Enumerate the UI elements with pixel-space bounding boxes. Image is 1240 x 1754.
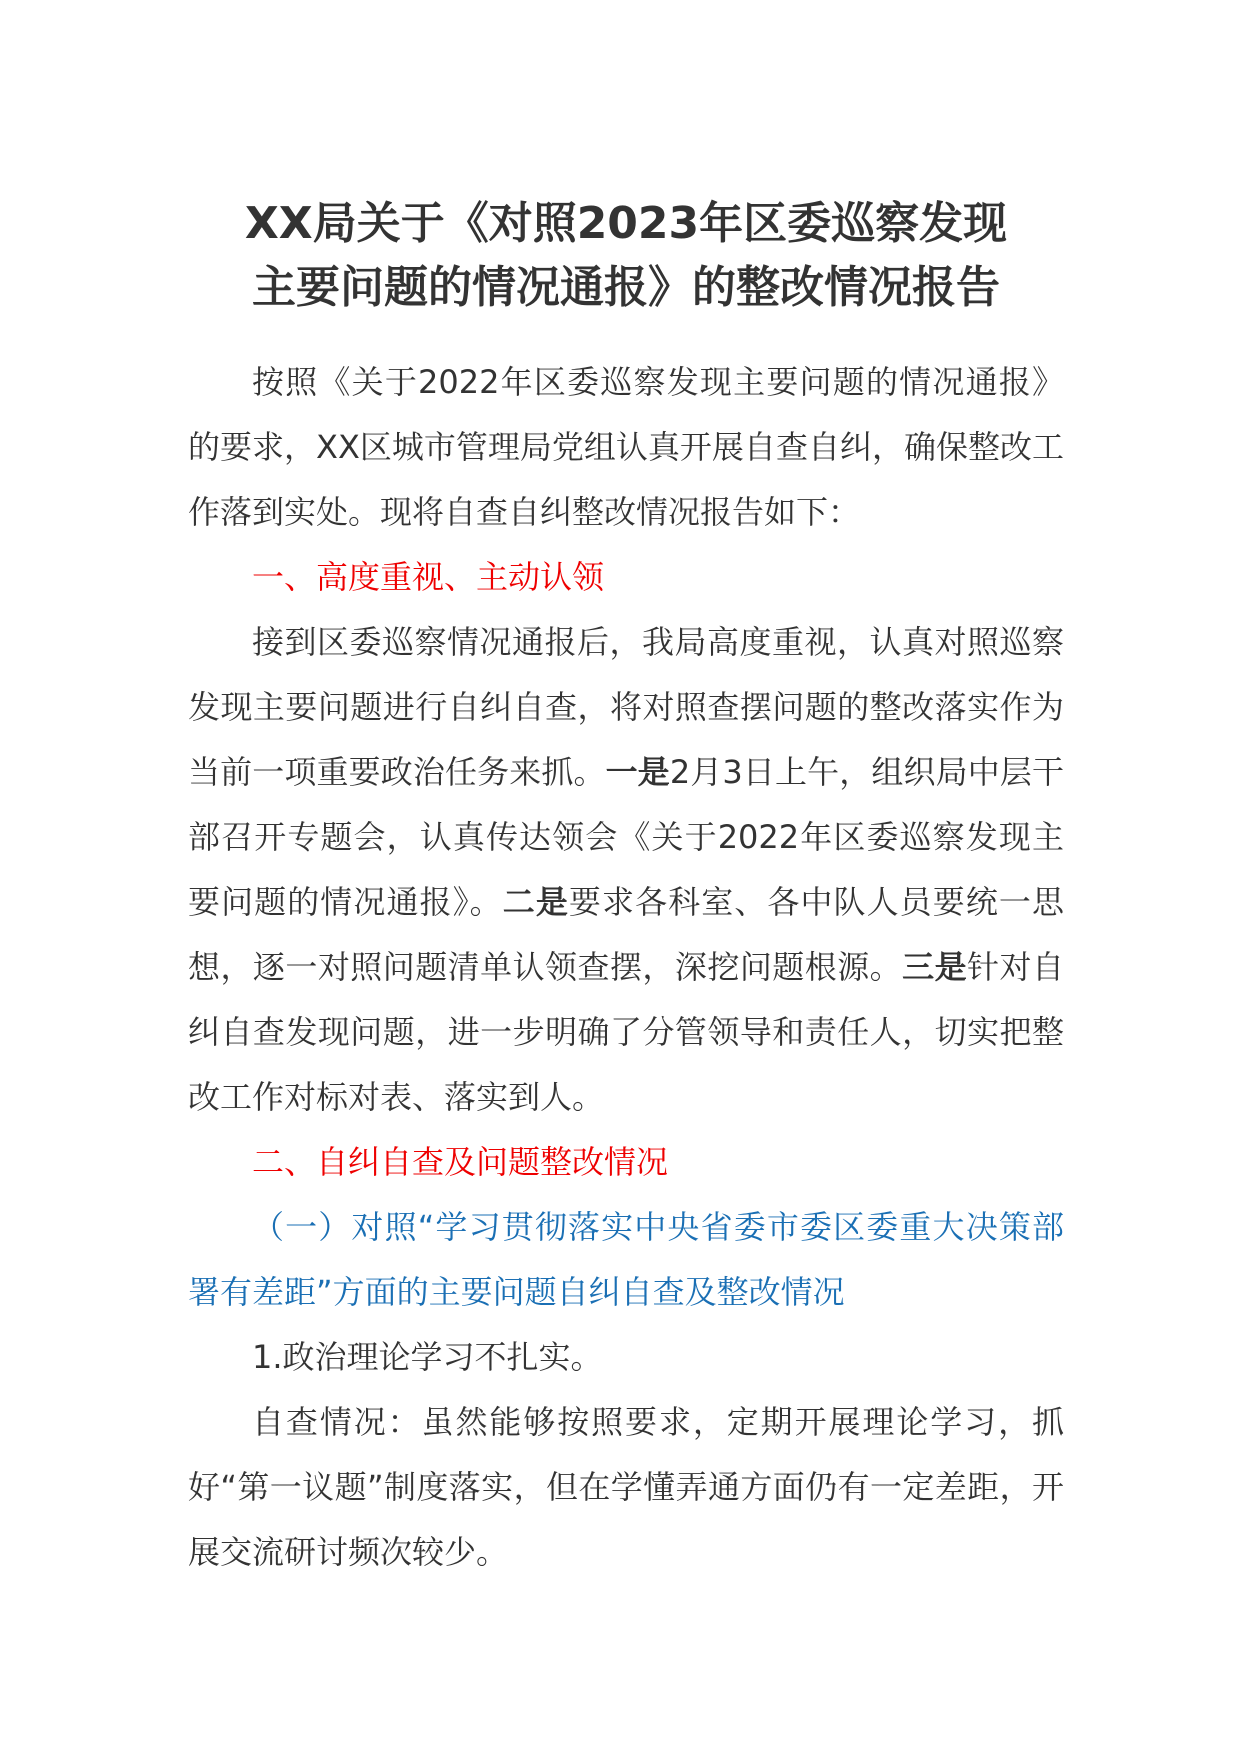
document-title	[188, 192, 1064, 320]
section-1-text-d: 针对自纠自查发现问题，进一步明确了分管领导和责任人，切实把整改工作对标对表、落实到人。	[188, 948, 1064, 1116]
title-line-2: 主要问题的情况通报》的整改情况报告	[252, 262, 1000, 313]
section-1-heading: 一、高度重视、主动认领	[252, 558, 605, 596]
section-1-text-b: 2月3日上午，组织局中层干部召开专题会，认真传达领会《关于2022年区委巡察发现主要问题的情况通报》。	[188, 753, 1064, 921]
section-1-text-c: 要求各科室、各中队人员要统一思想，逐一对照问题清单认领查摆，深挖问题根源。	[188, 883, 1064, 986]
self-check-paragraph: 自查情况：虽然能够按照要求，定期开展理论学习，抓好“第一议题”制度落实，但在学懂弄通方面仍有一定差距，开展交流研讨频次较少。	[188, 1403, 1064, 1571]
section-1-paragraph	[188, 610, 1064, 1130]
point-one-label: 一是	[605, 753, 670, 791]
section-1-text-a: 接到区委巡察情况通报后，我局高度重视，认真对照巡察发现主要问题进行自纠自查，将对照查摆问题的整改落实作为当前一项重要政治任务来抓。	[188, 623, 1064, 791]
point-two-label: 二是	[502, 883, 569, 921]
title-line-1: XX局关于《对照2023年区委巡察发现	[244, 198, 1008, 249]
item-1-title: 1.政治理论学习不扎实。	[252, 1338, 603, 1376]
section-2-heading: 二、自纠自查及问题整改情况	[252, 1143, 669, 1181]
intro-paragraph: 按照《关于2022年区委巡察发现主要问题的情况通报》的要求，XX区城市管理局党组认真开展自查自纠，确保整改工作落到实处。现将自查自纠整改情况报告如下：	[188, 363, 1064, 531]
section-2-subheading: （一）对照“学习贯彻落实中央省委市委区委重大决策部署有差距”方面的主要问题自纠自查及整改情况	[188, 1208, 1064, 1311]
point-three-label: 三是	[902, 948, 968, 986]
